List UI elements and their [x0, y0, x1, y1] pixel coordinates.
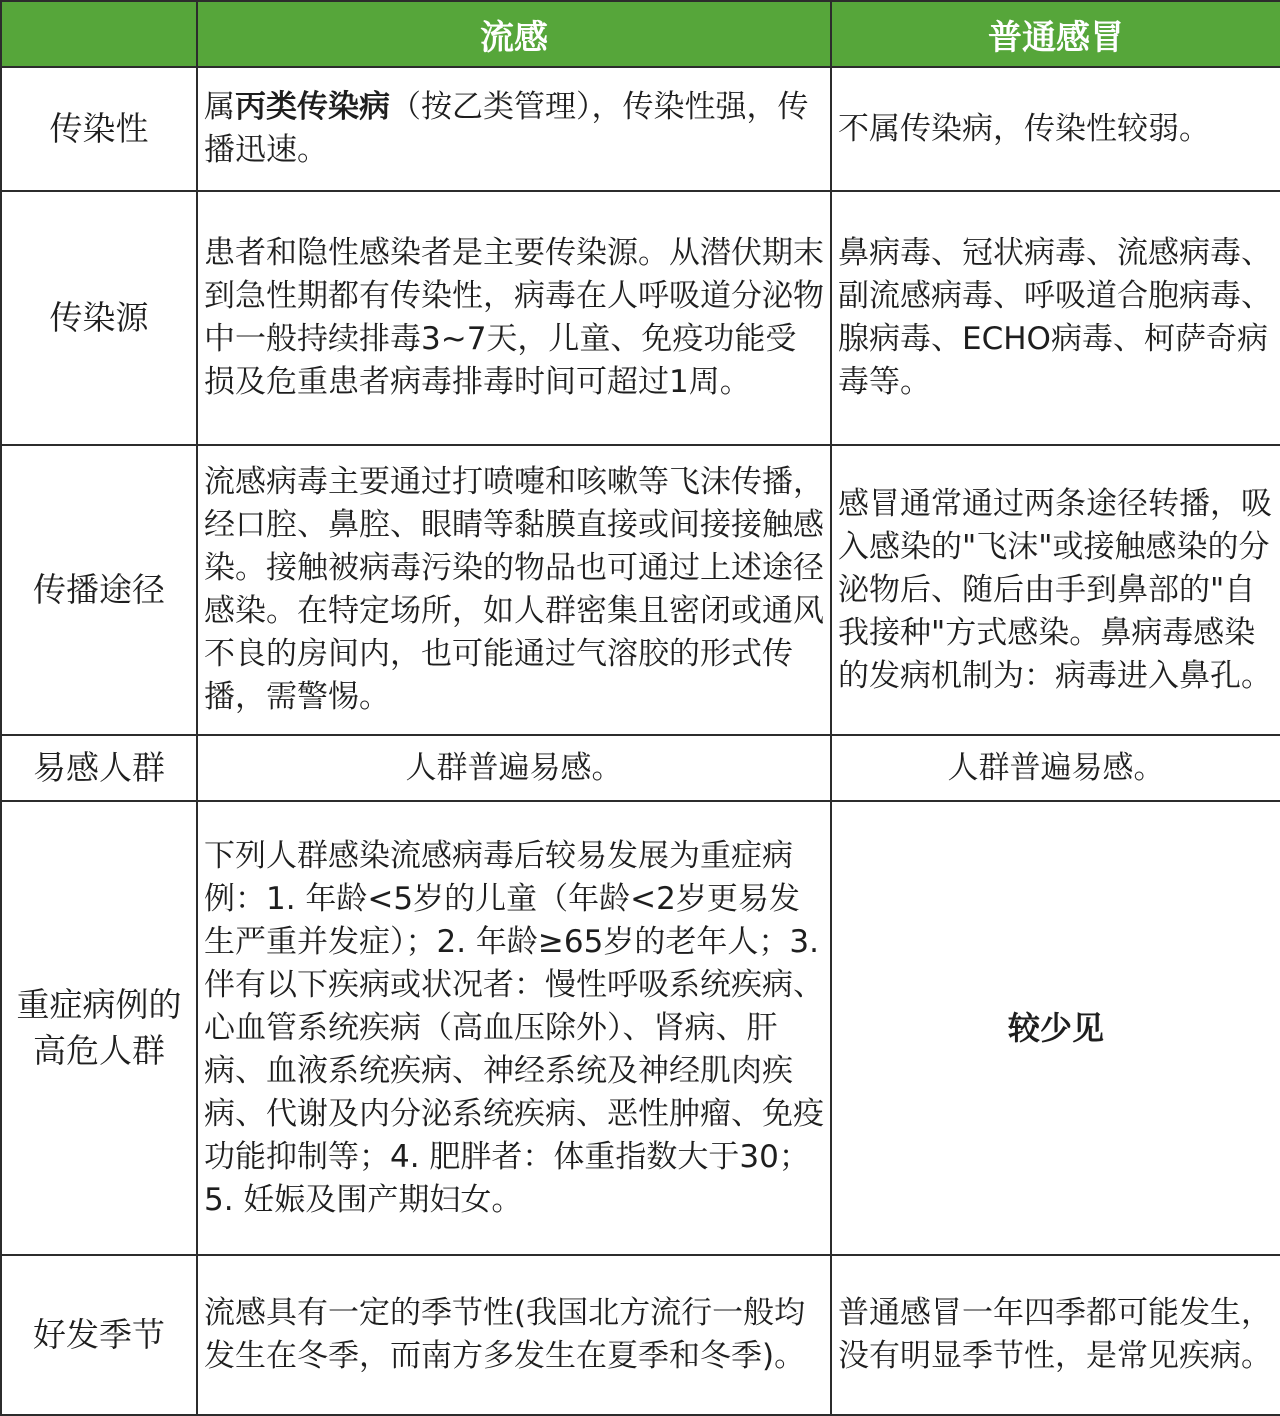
table-row — [1, 191, 1280, 445]
cold-cell: 较少见 — [831, 801, 1280, 1255]
table-row — [1, 445, 1280, 735]
row-label: 易感人群 — [1, 735, 197, 801]
flu-cell — [197, 67, 831, 191]
cold-cell: 普通感冒一年四季都可能发生，没有明显季节性，是常见疾病。 — [831, 1255, 1280, 1415]
flu-cell: 人群普遍易感。 — [197, 735, 831, 801]
flu-prefix: 属 — [204, 89, 235, 125]
header-corner — [1, 1, 197, 67]
row-label: 好发季节 — [1, 1255, 197, 1415]
table-row — [1, 67, 1280, 191]
row-label: 重症病例的高危人群 — [1, 801, 197, 1255]
cold-cell: 鼻病毒、冠状病毒、流感病毒、副流感病毒、呼吸道合胞病毒、腺病毒、ECHO病毒、柯萨奇病毒等。 — [831, 191, 1280, 445]
row-label: 传播途径 — [1, 445, 197, 735]
cold-cell: 人群普遍易感。 — [831, 735, 1280, 801]
flu-cell: 流感具有一定的季节性(我国北方流行一般均发生在冬季，而南方多发生在夏季和冬季)。 — [197, 1255, 831, 1415]
flu-rest: （按乙类管理），传染性强，传播迅速。 — [204, 89, 809, 168]
row-label: 传染性 — [1, 67, 197, 191]
row-label: 传染源 — [1, 191, 197, 445]
cold-cell: 不属传染病，传染性较弱。 — [831, 67, 1280, 191]
header-row — [1, 1, 1280, 67]
flu-cell: 流感病毒主要通过打喷嚏和咳嗽等飞沫传播，经口腔、鼻腔、眼睛等黏膜直接或间接接触感染。接触被病毒污染的物品也可通过上述途径感染。在特定场所，如人群密集且密闭或通风不良的房间内，也可能通过气溶胶的形式传播，需警惕。 — [197, 445, 831, 735]
flu-cell: 下列人群感染流感病毒后较易发展为重症病例：1. 年龄<5岁的儿童（年龄<2岁更易发生严重并发症）；2. 年龄≥65岁的老年人；3. 伴有以下疾病或状况者：慢性呼吸系统疾病、心血管系统疾病（高血压除外）、肾病、肝病、血液系统疾病、神经系统及神经肌肉疾病、代谢及内分泌系统疾病、恶性肿瘤、免疫功能抑制等；4. 肥胖者：体重指数大于30；5. 妊娠及围产期妇女。 — [197, 801, 831, 1255]
header-flu: 流感 — [197, 1, 831, 67]
table-row — [1, 1255, 1280, 1415]
table-row — [1, 735, 1280, 801]
flu-bold-text: 丙类传染病 — [235, 89, 390, 125]
cold-cell: 感冒通常通过两条途径转播，吸入感染的"飞沫"或接触感染的分泌物后、随后由手到鼻部的"自我接种"方式感染。鼻病毒感染的发病机制为：病毒进入鼻孔。 — [831, 445, 1280, 735]
header-common-cold: 普通感冒 — [831, 1, 1280, 67]
table-row — [1, 801, 1280, 1255]
flu-cell: 患者和隐性感染者是主要传染源。从潜伏期末到急性期都有传染性，病毒在人呼吸道分泌物中一般持续排毒3~7天，儿童、免疫功能受损及危重患者病毒排毒时间可超过1周。 — [197, 191, 831, 445]
